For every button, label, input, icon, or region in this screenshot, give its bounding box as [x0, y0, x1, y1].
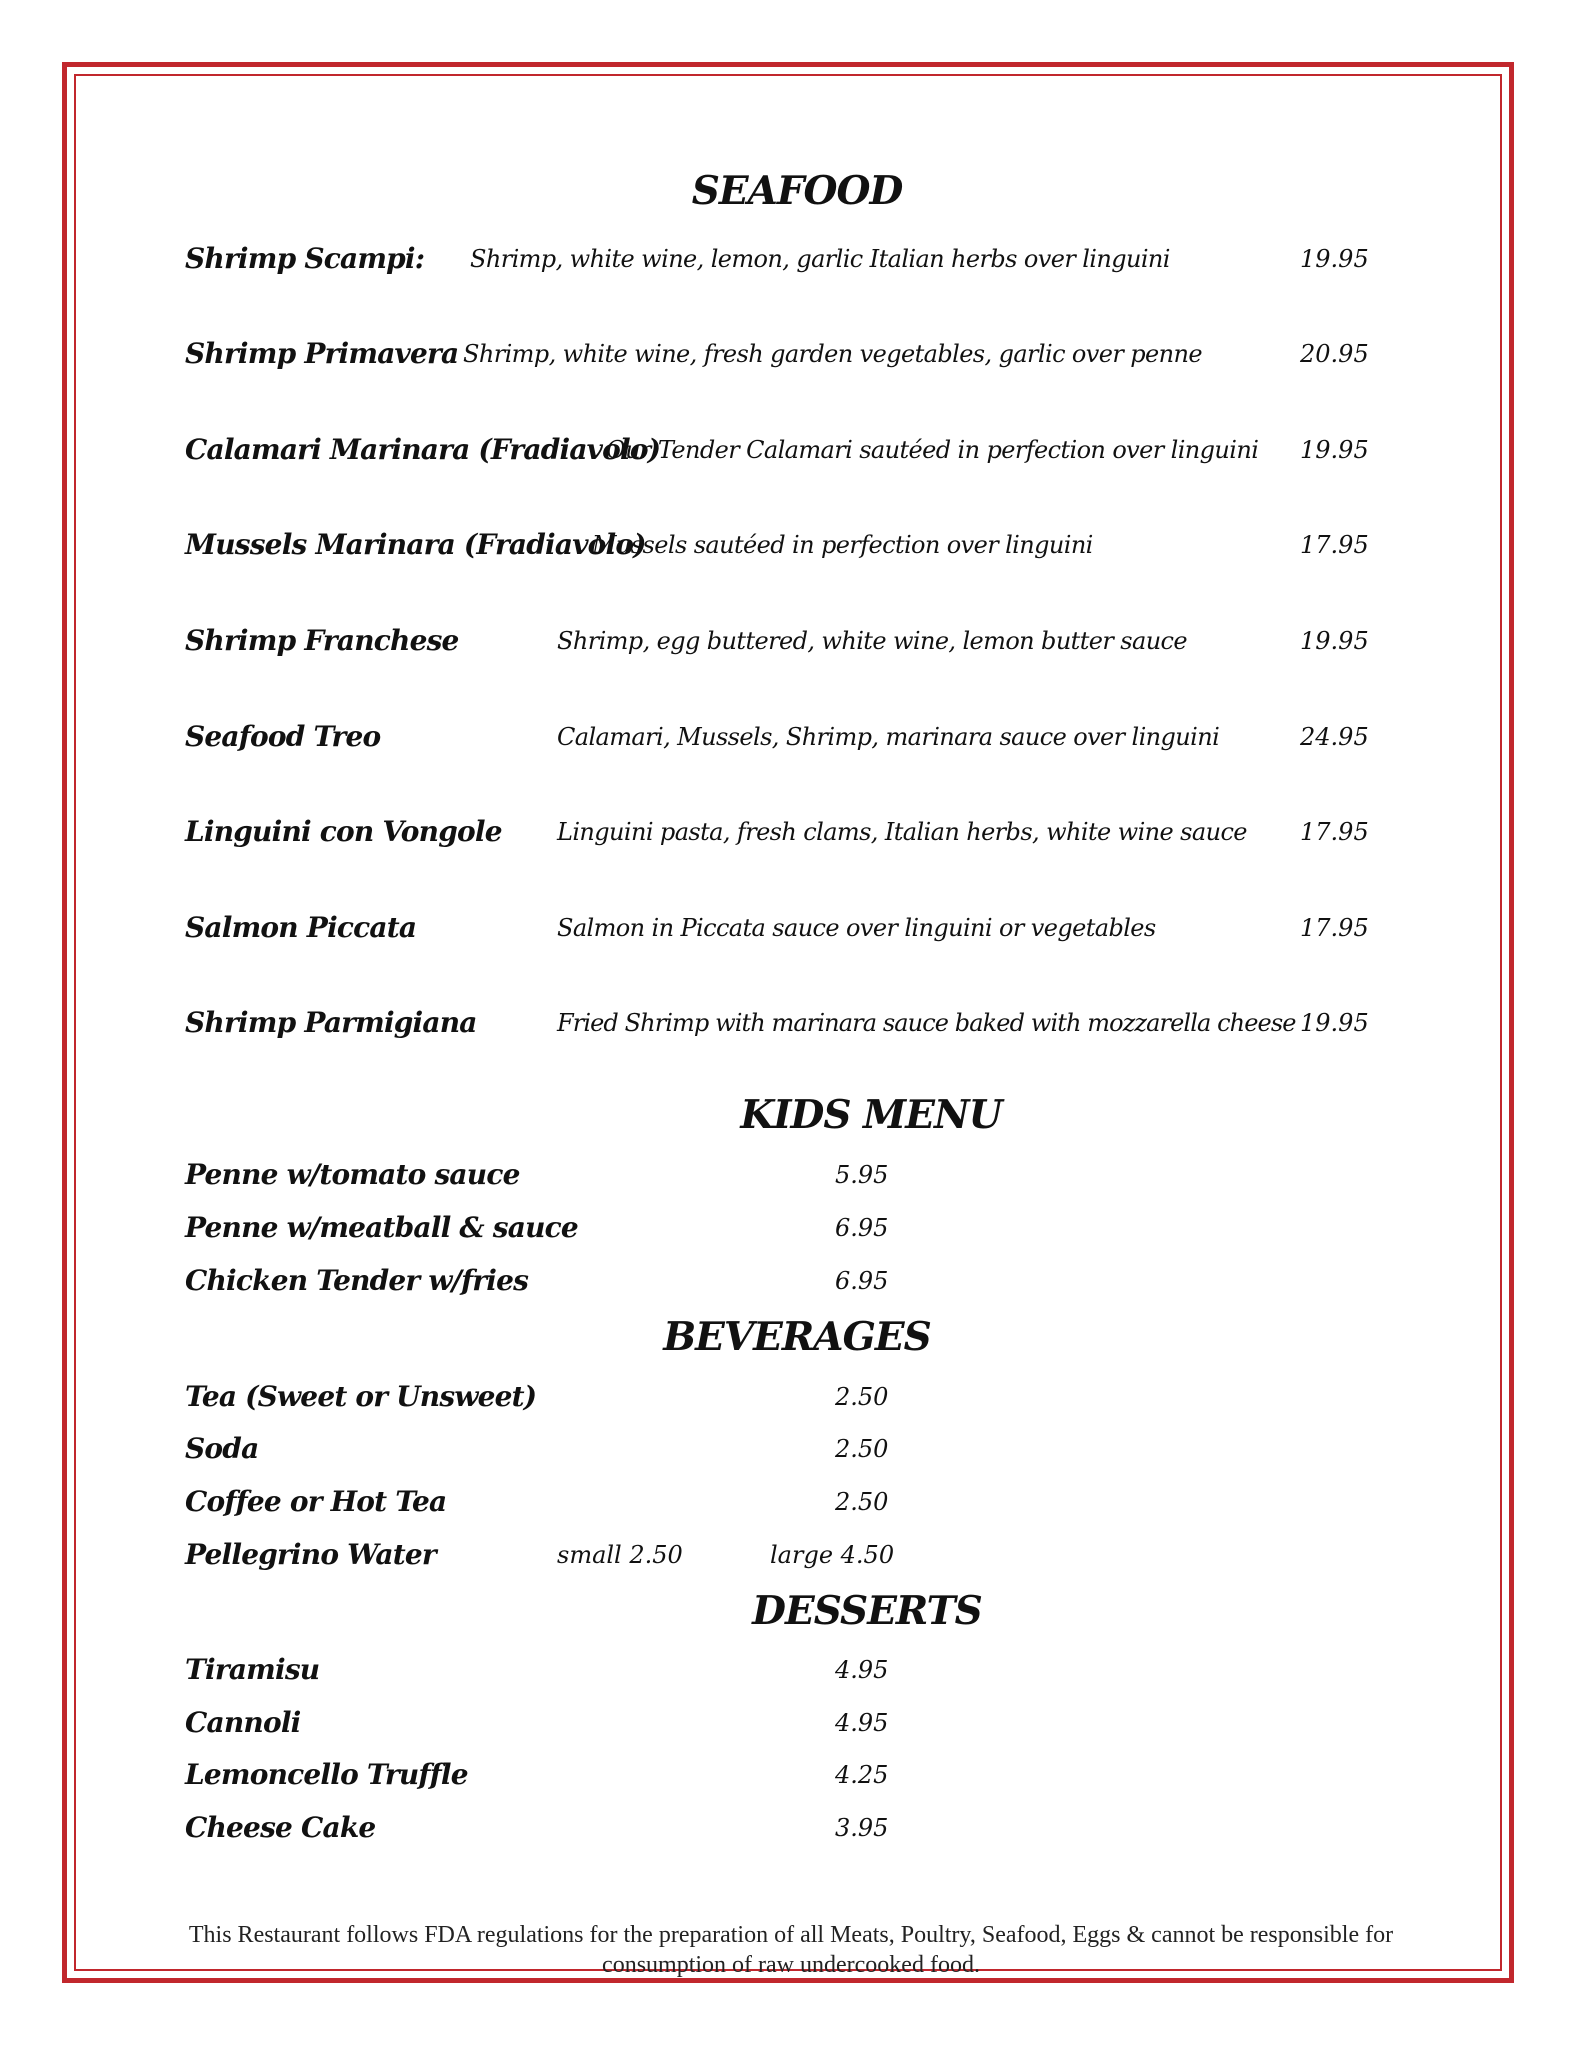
- item-price: 2.50: [835, 1435, 889, 1463]
- item-price: 5.95: [835, 1161, 889, 1189]
- item-name: Shrimp Primavera: [185, 337, 459, 370]
- beverage-item: [0, 1485, 1582, 1533]
- dessert-item: [0, 1653, 1582, 1701]
- disclaimer-line-2: consumption of raw undercooked food.: [602, 1952, 980, 1978]
- item-price: 20.95: [1300, 340, 1369, 368]
- item-price: 19.95: [1300, 627, 1369, 655]
- item-name: Mussels Marinara (Fradiavolo): [185, 528, 646, 561]
- beverage-item: [0, 1380, 1582, 1428]
- item-name: Tiramisu: [185, 1653, 320, 1686]
- item-name: Pellegrino Water: [185, 1538, 436, 1571]
- item-price: 3.95: [835, 1814, 889, 1842]
- menu-item-linguini-con-vongole: [0, 815, 1582, 863]
- item-name: Cheese Cake: [185, 1811, 376, 1844]
- item-price: 17.95: [1300, 914, 1369, 942]
- item-name: Calamari Marinara (Fradiavolo): [185, 433, 661, 466]
- menu-item-salmon-piccata: [0, 911, 1582, 959]
- item-price: 19.95: [1300, 436, 1369, 464]
- menu-item-shrimp-parmigiana: [0, 1006, 1582, 1054]
- menu-item-seafood-treo: [0, 720, 1582, 768]
- fda-disclaimer: [145, 1920, 1437, 1980]
- item-description: Fried Shrimp with marinara sauce baked with mozzarella cheese: [557, 1009, 1296, 1037]
- kids-item: [0, 1264, 1582, 1312]
- kids-item: [0, 1211, 1582, 1259]
- dessert-item: [0, 1758, 1582, 1806]
- item-description: Shrimp, white wine, fresh garden vegetables, garlic over penne: [463, 340, 1202, 368]
- item-name: Penne w/meatball & sauce: [185, 1211, 578, 1244]
- item-price: 2.50: [835, 1488, 889, 1516]
- item-name: Penne w/tomato sauce: [185, 1158, 520, 1191]
- item-description: Mussels sautéed in perfection over linguini: [592, 531, 1093, 559]
- kids-menu-heading: KIDS MENU: [740, 1092, 1002, 1138]
- item-price: 2.50: [835, 1383, 889, 1411]
- menu-item-shrimp-primavera: [0, 337, 1582, 385]
- menu-item-mussels-marinara: [0, 528, 1582, 576]
- item-name: Shrimp Franchese: [185, 624, 459, 657]
- item-price: 24.95: [1300, 723, 1369, 751]
- seafood-heading: SEAFOOD: [691, 168, 903, 214]
- item-price: 17.95: [1300, 531, 1369, 559]
- item-price: 4.95: [835, 1709, 889, 1737]
- item-price: 19.95: [1300, 245, 1369, 273]
- menu-item-shrimp-franchese: [0, 624, 1582, 672]
- menu-item-calamari-marinara: [0, 433, 1582, 481]
- item-name: Linguini con Vongole: [185, 815, 502, 848]
- item-name: Shrimp Scampi:: [185, 242, 425, 275]
- item-name: Soda: [185, 1432, 259, 1465]
- item-name: Cannoli: [185, 1706, 301, 1739]
- disclaimer-line-1: This Restaurant follows FDA regulations for the preparation of all Meats, Poultry, Seafood, Eggs & cannot be responsible for: [188, 1922, 1394, 1948]
- item-description: Shrimp, egg buttered, white wine, lemon butter sauce: [557, 627, 1187, 655]
- item-description: Linguini pasta, fresh clams, Italian herbs, white wine sauce: [557, 818, 1247, 846]
- desserts-heading: DESSERTS: [752, 1588, 982, 1634]
- item-price: 19.95: [1300, 1009, 1369, 1037]
- item-price: 6.95: [835, 1267, 889, 1295]
- item-price: 4.95: [835, 1656, 889, 1684]
- dessert-item: [0, 1706, 1582, 1754]
- beverage-item-pellegrino: [0, 1538, 1582, 1586]
- beverages-heading: BEVERAGES: [663, 1314, 931, 1360]
- item-name: Lemoncello Truffle: [185, 1758, 468, 1791]
- item-name: Seafood Treo: [185, 720, 381, 753]
- item-name: Salmon Piccata: [185, 911, 417, 944]
- kids-item: [0, 1158, 1582, 1206]
- item-name: Coffee or Hot Tea: [185, 1485, 447, 1518]
- menu-item-shrimp-scampi: [0, 242, 1582, 290]
- item-name: Tea (Sweet or Unsweet): [185, 1380, 537, 1413]
- item-price-large: large 4.50: [770, 1541, 895, 1569]
- beverage-item: [0, 1432, 1582, 1480]
- dessert-item: [0, 1811, 1582, 1859]
- item-name: Shrimp Parmigiana: [185, 1006, 477, 1039]
- item-description: Shrimp, white wine, lemon, garlic Italian herbs over linguini: [470, 245, 1170, 273]
- item-description: Salmon in Piccata sauce over linguini or vegetables: [557, 914, 1156, 942]
- item-price: 6.95: [835, 1214, 889, 1242]
- item-description: Calamari, Mussels, Shrimp, marinara sauce over linguini: [557, 723, 1220, 751]
- item-price: 4.25: [835, 1761, 889, 1789]
- item-name: Chicken Tender w/fries: [185, 1264, 529, 1297]
- item-description: Our Tender Calamari sautéed in perfection over linguini: [606, 436, 1259, 464]
- item-price: 17.95: [1300, 818, 1369, 846]
- item-price-small: small 2.50: [557, 1541, 683, 1569]
